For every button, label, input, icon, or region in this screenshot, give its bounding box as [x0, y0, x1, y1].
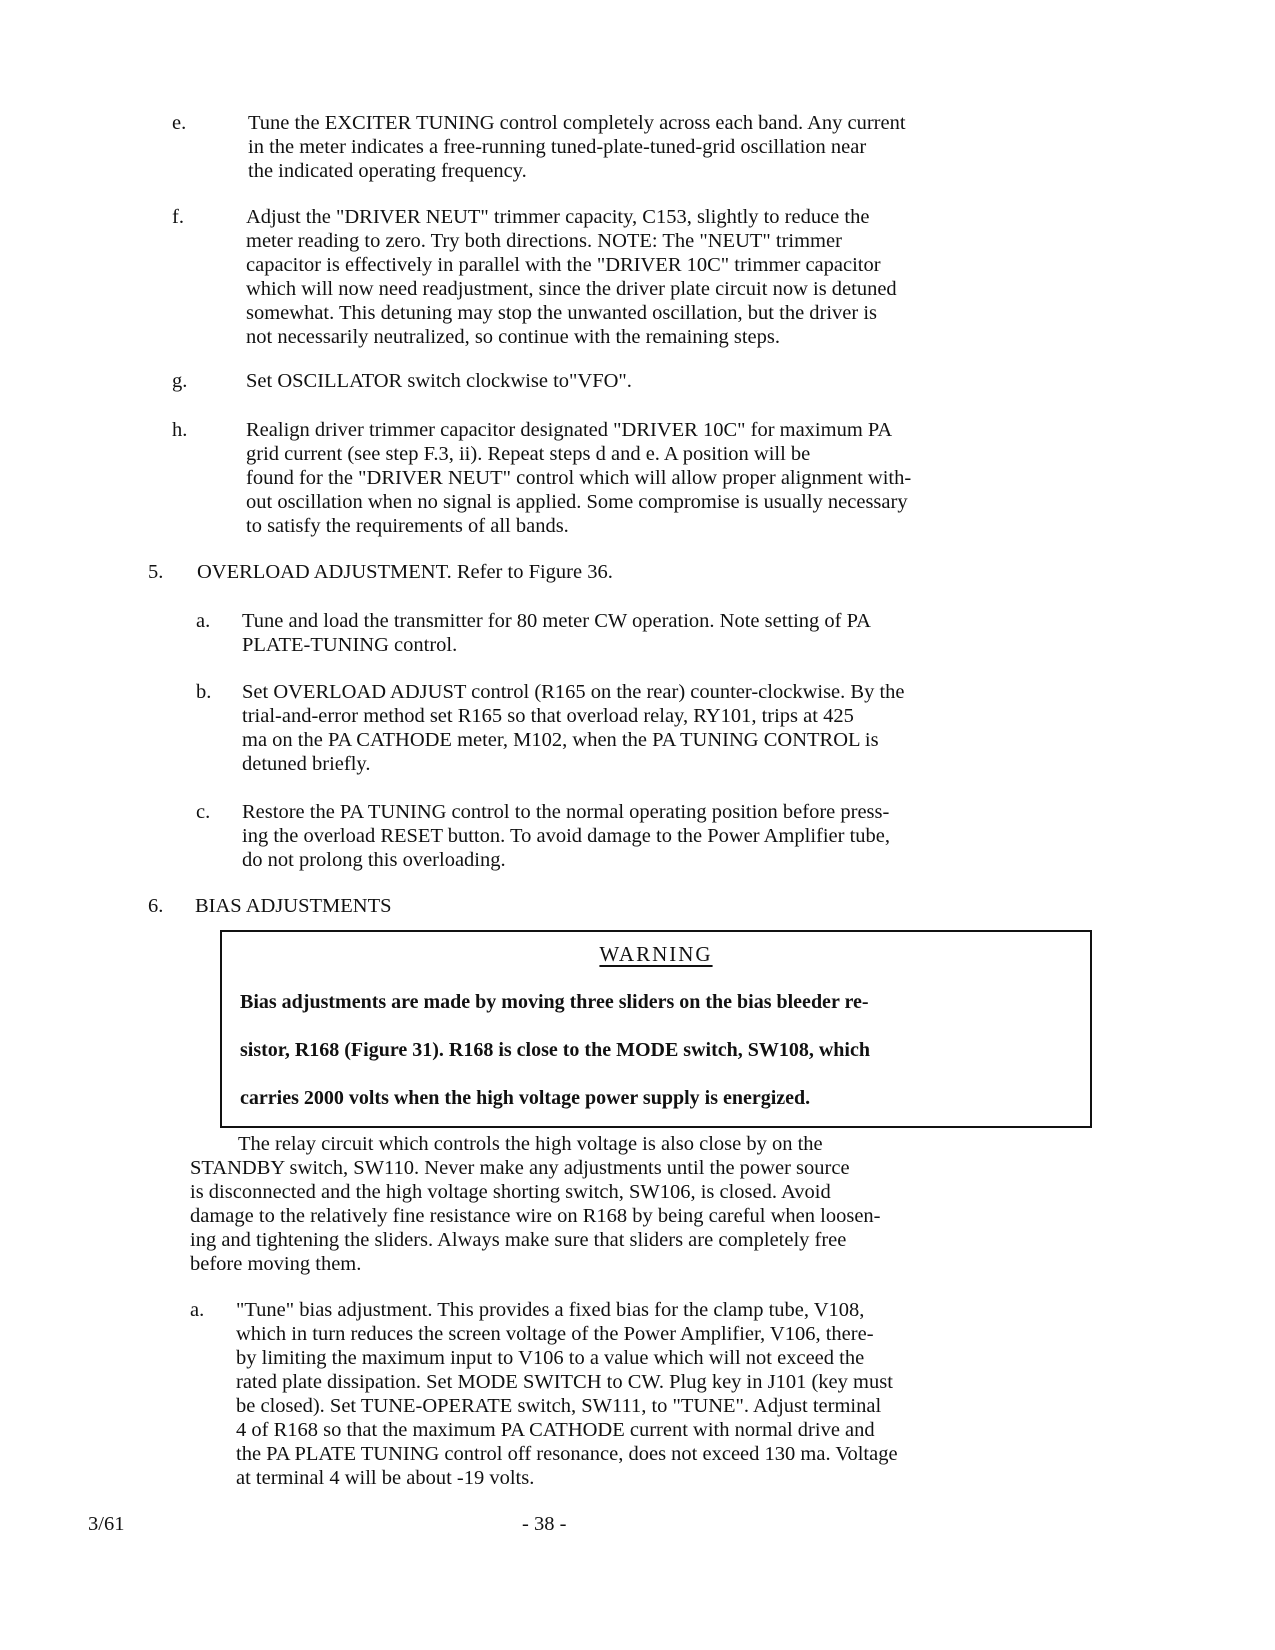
footer-page-number: - 38 - [522, 1513, 567, 1535]
warning-line: carries 2000 volts when the high voltage power supply is energized. [240, 1087, 811, 1109]
list-marker: g. [172, 370, 188, 392]
text-line: meter reading to zero. Try both directions. NOTE: The "NEUT" trimmer [246, 230, 842, 252]
list-marker: b. [196, 681, 212, 703]
text-line: detuned briefly. [242, 753, 371, 775]
text-line: out oscillation when no signal is applied. Some compromise is usually necessary [246, 491, 908, 513]
section-heading: BIAS ADJUSTMENTS [195, 895, 392, 917]
text-line: grid current (see step F.3, ii). Repeat steps d and e. A position will be [246, 443, 811, 465]
list-marker: e. [172, 112, 187, 134]
list-marker: 5. [148, 561, 164, 583]
list-marker: 6. [148, 895, 164, 917]
text-line: which will now need readjustment, since the driver plate circuit now is detuned [246, 278, 897, 300]
text-line: Tune the EXCITER TUNING control completely across each band. Any current [248, 112, 906, 134]
text-line: in the meter indicates a free-running tuned-plate-tuned-grid oscillation near [248, 136, 867, 158]
warning-body [240, 978, 870, 1122]
list-marker: f. [172, 206, 184, 228]
list-marker: c. [196, 801, 211, 823]
warning-box [220, 930, 1092, 1128]
text-line: PLATE-TUNING control. [242, 634, 458, 656]
warning-title [222, 942, 1090, 967]
warning-title-text: WARNING [599, 942, 713, 966]
text-line: ma on the PA CATHODE meter, M102, when the PA TUNING CONTROL is [242, 729, 879, 751]
text-line: ing the overload RESET button. To avoid damage to the Power Amplifier tube, [242, 825, 891, 847]
text-line: do not prolong this overloading. [242, 849, 506, 871]
text-line: by limiting the maximum input to V106 to a value which will not exceed the [236, 1347, 865, 1369]
text-line: STANDBY switch, SW110. Never make any adjustments until the power source [190, 1157, 850, 1179]
text-line: Restore the PA TUNING control to the normal operating position before press- [242, 801, 890, 823]
footer-date: 3/61 [88, 1513, 125, 1535]
text-line: found for the "DRIVER NEUT" control which will allow proper alignment with- [246, 467, 912, 489]
text-line: be closed). Set TUNE-OPERATE switch, SW111, to "TUNE". Adjust terminal [236, 1395, 882, 1417]
text-line: which in turn reduces the screen voltage of the Power Amplifier, V106, there- [236, 1323, 874, 1345]
list-marker: h. [172, 419, 188, 441]
text-line: The relay circuit which controls the high voltage is also close by on the [238, 1133, 823, 1155]
warning-line: Bias adjustments are made by moving three sliders on the bias bleeder re- [240, 991, 869, 1013]
text-line: 4 of R168 so that the maximum PA CATHODE current with normal drive and [236, 1419, 875, 1441]
text-line: Adjust the "DRIVER NEUT" trimmer capacity, C153, slightly to reduce the [246, 206, 870, 228]
section-heading: OVERLOAD ADJUSTMENT. Refer to Figure 36. [197, 561, 613, 583]
list-marker: a. [196, 610, 211, 632]
text-line: not necessarily neutralized, so continue with the remaining steps. [246, 326, 780, 348]
text-line: damage to the relatively fine resistance wire on R168 by being careful when loosen- [190, 1205, 881, 1227]
text-line: "Tune" bias adjustment. This provides a fixed bias for the clamp tube, V108, [236, 1299, 865, 1321]
text-line: Tune and load the transmitter for 80 meter CW operation. Note setting of PA [242, 610, 871, 632]
text-line: is disconnected and the high voltage shorting switch, SW106, is closed. Avoid [190, 1181, 831, 1203]
text-line: the indicated operating frequency. [248, 160, 527, 182]
warning-line: sistor, R168 (Figure 31). R168 is close to the MODE switch, SW108, which [240, 1039, 870, 1061]
text-line: capacitor is effectively in parallel with the "DRIVER 10C" trimmer capacitor [246, 254, 881, 276]
text-line: Set OVERLOAD ADJUST control (R165 on the rear) counter-clockwise. By the [242, 681, 905, 703]
text-line: trial-and-error method set R165 so that overload relay, RY101, trips at 425 [242, 705, 854, 727]
text-line: Realign driver trimmer capacitor designated "DRIVER 10C" for maximum PA [246, 419, 893, 441]
text-line: the PA PLATE TUNING control off resonance, does not exceed 130 ma. Voltage [236, 1443, 898, 1465]
text-line: somewhat. This detuning may stop the unwanted oscillation, but the driver is [246, 302, 878, 324]
text-line: to satisfy the requirements of all bands. [246, 515, 569, 537]
text-line: Set OSCILLATOR switch clockwise to"VFO". [246, 370, 632, 392]
text-line: at terminal 4 will be about -19 volts. [236, 1467, 535, 1489]
text-line: before moving them. [190, 1253, 362, 1275]
text-line: ing and tightening the sliders. Always make sure that sliders are completely free [190, 1229, 847, 1251]
text-line: rated plate dissipation. Set MODE SWITCH to CW. Plug key in J101 (key must [236, 1371, 893, 1393]
list-marker: a. [190, 1299, 205, 1321]
